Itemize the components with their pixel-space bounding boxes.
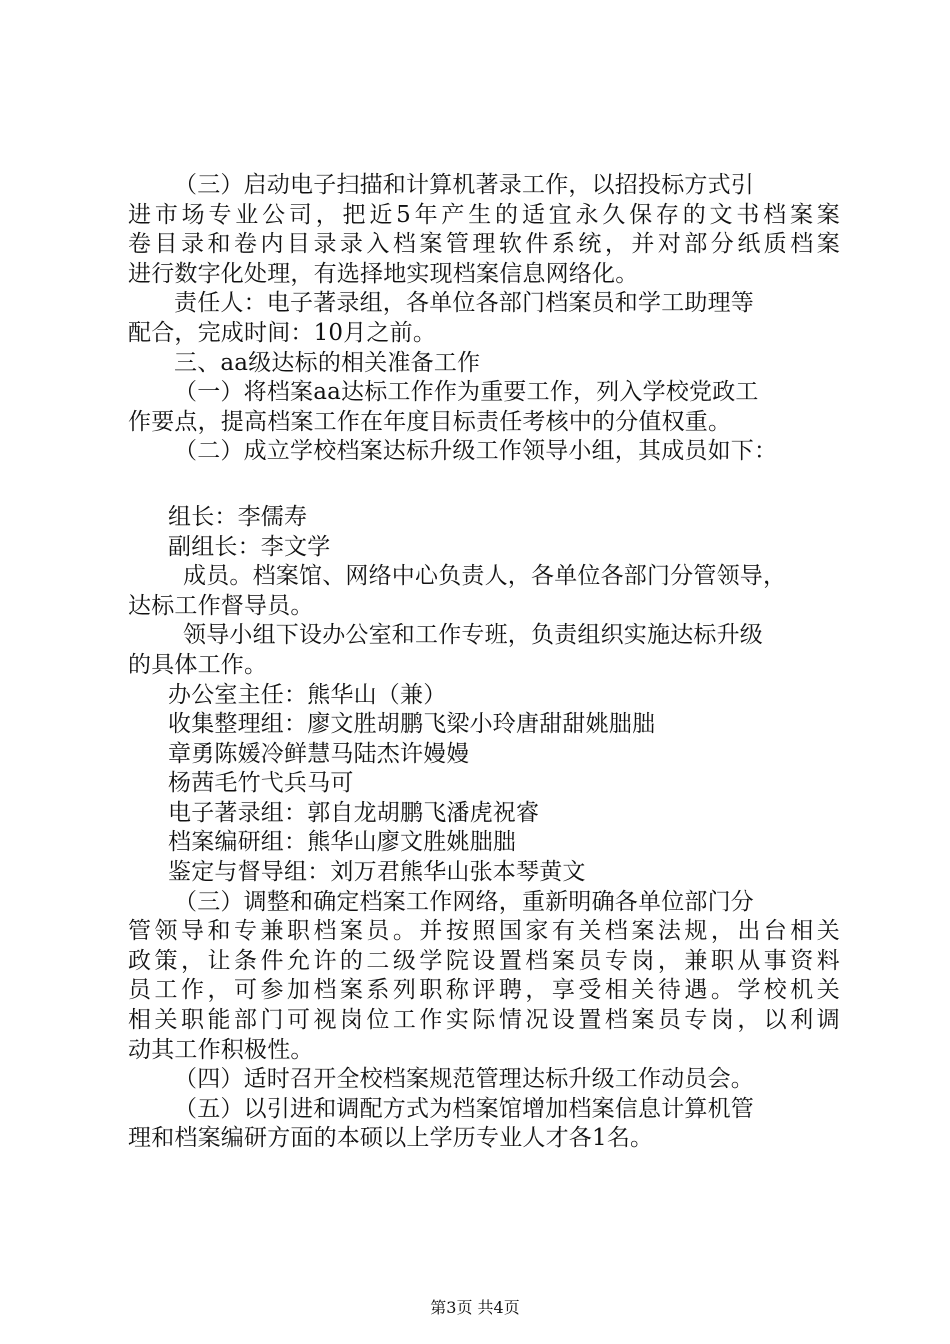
group-line: 电子著录组：郭自龙胡鹏飞潘虎祝睿	[168, 799, 540, 826]
spacer	[128, 467, 840, 503]
paragraph-line: 理和档案编研方面的本硕以上学历专业人才各1名。	[128, 1125, 654, 1152]
paragraph-line: 进行数字化处理，有选择地实现档案信息网络化。	[128, 260, 639, 287]
paragraph-line: 政策，让条件允许的二级学院设置档案员专岗，兼职从事资料	[128, 947, 840, 974]
paragraph-line: 领导小组下设办公室和工作专班，负责组织实施达标升级	[183, 622, 763, 649]
paragraph-line: 作要点，提高档案工作在年度目标责任考核中的分值权重。	[128, 408, 732, 435]
paragraph-line: （三）调整和确定档案工作网络，重新明确各单位部门分	[174, 888, 754, 915]
paragraph-line: （二）成立学校档案达标升级工作领导小组，其成员如下：	[174, 438, 778, 465]
paragraph-line: 的具体工作。	[128, 651, 268, 678]
office-director-line: 办公室主任：熊华山（兼）	[168, 681, 447, 708]
group-line: 章勇陈媛冷鲜慧马陆杰许嫚嫚	[168, 740, 470, 767]
document-body	[128, 171, 840, 1154]
paragraph-line: 动其工作积极性。	[128, 1036, 314, 1063]
group-line: 鉴定与督导组：刘万君熊华山张本琴黄文	[168, 859, 586, 886]
paragraph-line: 配合，完成时间：10月之前。	[128, 319, 437, 346]
paragraph-line: 管领导和专兼职档案员。并按照国家有关档案法规，出台相关	[128, 918, 840, 945]
section-heading: 三、aa级达标的相关准备工作	[174, 349, 481, 376]
paragraph-line: 责任人：电子著录组，各单位各部门档案员和学工助理等	[174, 290, 754, 317]
paragraph-line: （五）以引进和调配方式为档案馆增加档案信息计算机管	[174, 1095, 754, 1122]
paragraph-line: （一）将档案aa达标工作作为重要工作，列入学校党政工	[174, 379, 759, 406]
page-number-footer: 第3页 共4页	[430, 1298, 520, 1317]
group-line: 档案编研组：熊华山廖文胜姚朏朏	[168, 829, 516, 856]
group-line: 收集整理组：廖文胜胡鹏飞梁小玲唐甜甜姚朏朏	[168, 711, 656, 738]
paragraph-line: 卷目录和卷内目录录入档案管理软件系统，并对部分纸质档案	[128, 231, 840, 258]
paragraph-line: 达标工作督导员。	[128, 592, 314, 619]
paragraph-line: 进市场专业公司，把近5年产生的适宜永久保存的文书档案案	[128, 201, 840, 228]
leader-line: 组长：李儒寿	[168, 503, 308, 530]
paragraph-line: （四）适时召开全校档案规范管理达标升级工作动员会。	[174, 1066, 754, 1093]
deputy-leader-line: 副组长：李文学	[168, 533, 331, 560]
paragraph-line: 相关职能部门可视岗位工作实际情况设置档案员专岗，以利调	[128, 1007, 840, 1034]
paragraph-line: 成员。档案馆、网络中心负责人，各单位各部门分管领导，	[183, 563, 787, 590]
paragraph-line: 员工作，可参加档案系列职称评聘，享受相关待遇。学校机关	[128, 977, 840, 1004]
paragraph-line: （三）启动电子扫描和计算机著录工作，以招投标方式引	[174, 172, 754, 198]
group-line: 杨茜毛竹弋兵马可	[168, 770, 354, 797]
